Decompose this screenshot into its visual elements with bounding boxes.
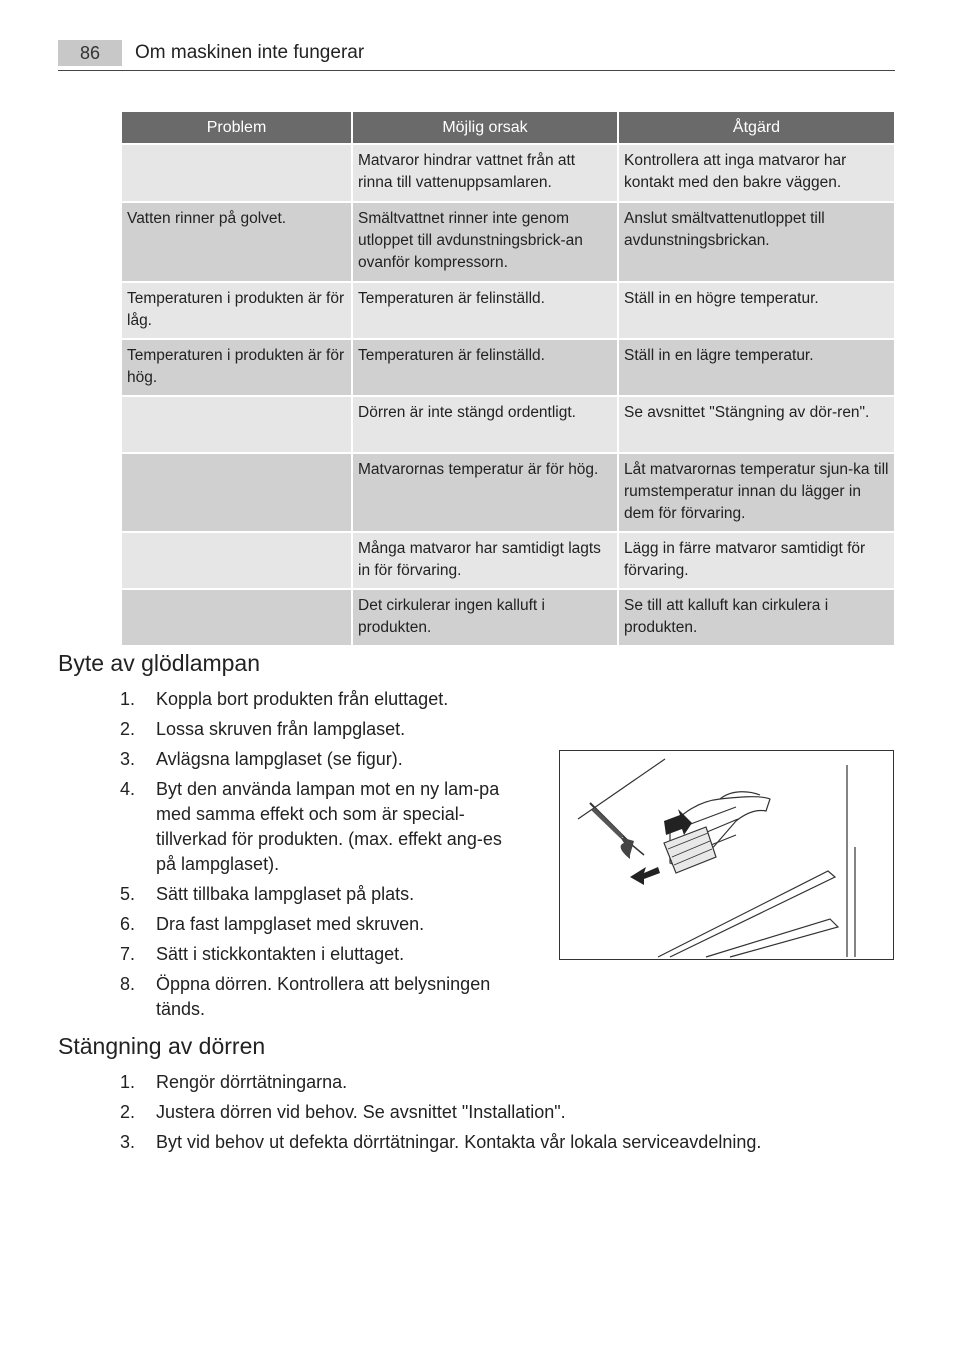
header-divider [58,70,895,71]
step-text: Öppna dörren. Kontrollera att belysningen tänds. [156,974,491,1019]
cell-cause: Dörren är inte stängd ordentligt. [353,397,617,452]
cell-problem [122,397,351,452]
cell-problem [122,590,351,645]
list-item [120,687,515,712]
cell-action: Låt matvarornas temperatur sjun-ka till rumstemperatur innan du lägger in dem för förvaring. [619,454,894,531]
page-number: 86 [58,40,122,66]
step-text: Byt vid behov ut defekta dörrtätningar. Kontakta vår lokala serviceavdelning. [156,1132,762,1152]
step-text: Koppla bort produkten från eluttaget. [156,689,449,709]
cell-cause: Temperaturen är felinställd. [353,283,617,338]
running-header-title: Om maskinen inte fungerar [135,42,365,63]
step-number: 5. [120,884,136,904]
table-row [122,340,894,395]
list-item [120,747,515,772]
list-item [120,972,515,1022]
cell-action: Ställ in en lägre temperatur. [619,340,894,395]
step-text: Sätt tillbaka lampglaset på plats. [156,884,415,904]
cell-cause: Matvarornas temperatur är för hög. [353,454,617,531]
step-text: Avlägsna lampglaset (se figur). [156,749,403,769]
list-item [120,882,515,907]
list-item [120,777,515,877]
step-text: Sätt i stickkontakten i eluttaget. [156,944,405,964]
step-number: 7. [120,944,136,964]
step-text: Lossa skruven från lampglaset. [156,719,406,739]
cell-action: Lägg in färre matvaror samtidigt för förvaring. [619,533,894,588]
step-number: 3. [120,1132,136,1152]
cell-problem: Temperaturen i produkten är för hög. [122,340,351,395]
cell-action: Anslut smältvattenutloppet till avdunstningsbrickan. [619,203,894,281]
step-text: Byt den använda lampan mot en ny lam-pa med samma effekt och som är special-tillverkad för produkten. (max. effekt ang-es på lampglaset). [156,779,502,874]
cell-cause: Matvaror hindrar vattnet från att rinna till vattenuppsamlaren. [353,145,617,201]
cell-problem: Vatten rinner på golvet. [122,203,351,281]
door-steps-list [120,1070,880,1160]
cell-action: Se avsnittet "Stängning av dör-ren". [619,397,894,452]
step-number: 8. [120,974,136,994]
cell-cause: Många matvaror har samtidigt lagts in för förvaring. [353,533,617,588]
page-header [58,40,895,72]
lamp-illustration-svg [560,751,893,959]
list-item [120,1100,880,1125]
table-row [122,397,894,452]
table-row [122,533,894,588]
table-row [122,145,894,201]
step-text: Rengör dörrtätningarna. [156,1072,348,1092]
cell-action: Kontrollera att inga matvaror har kontakt med den bakre väggen. [619,145,894,201]
cell-problem [122,454,351,531]
troubleshooting-table [120,110,896,647]
step-number: 4. [120,779,136,799]
step-number: 1. [120,689,136,709]
step-number: 1. [120,1072,136,1092]
list-item [120,912,515,937]
column-header-problem: Problem [122,112,351,143]
bulb-steps-list [120,687,515,1027]
step-text: Justera dörren vid behov. Se avsnittet "Installation". [156,1102,566,1122]
table-row [122,454,894,531]
cell-action: Ställ in en högre temperatur. [619,283,894,338]
cell-cause: Smältvattnet rinner inte genom utloppet till avdunstningsbrick-an ovanför kompressorn. [353,203,617,281]
table-row [122,203,894,281]
list-item [120,717,515,742]
cell-cause: Temperaturen är felinställd. [353,340,617,395]
table-row [122,590,894,645]
column-header-action: Åtgärd [619,112,894,143]
cell-action: Se till att kalluft kan cirkulera i produkten. [619,590,894,645]
list-item [120,1070,880,1095]
table-header-row [122,112,894,143]
cell-cause: Det cirkulerar ingen kalluft i produkten. [353,590,617,645]
door-section-heading: Stängning av dörren [58,1033,266,1059]
lamp-cover-illustration [559,750,894,960]
step-number: 3. [120,749,136,769]
step-text: Dra fast lampglaset med skruven. [156,914,425,934]
table-row [122,283,894,338]
step-number: 6. [120,914,136,934]
list-item [120,1130,880,1155]
list-item [120,942,515,967]
column-header-cause: Möjlig orsak [353,112,617,143]
cell-problem [122,145,351,201]
bulb-section-heading: Byte av glödlampan [58,650,261,676]
cell-problem: Temperaturen i produkten är för låg. [122,283,351,338]
step-number: 2. [120,719,136,739]
step-number: 2. [120,1102,136,1122]
cell-problem [122,533,351,588]
